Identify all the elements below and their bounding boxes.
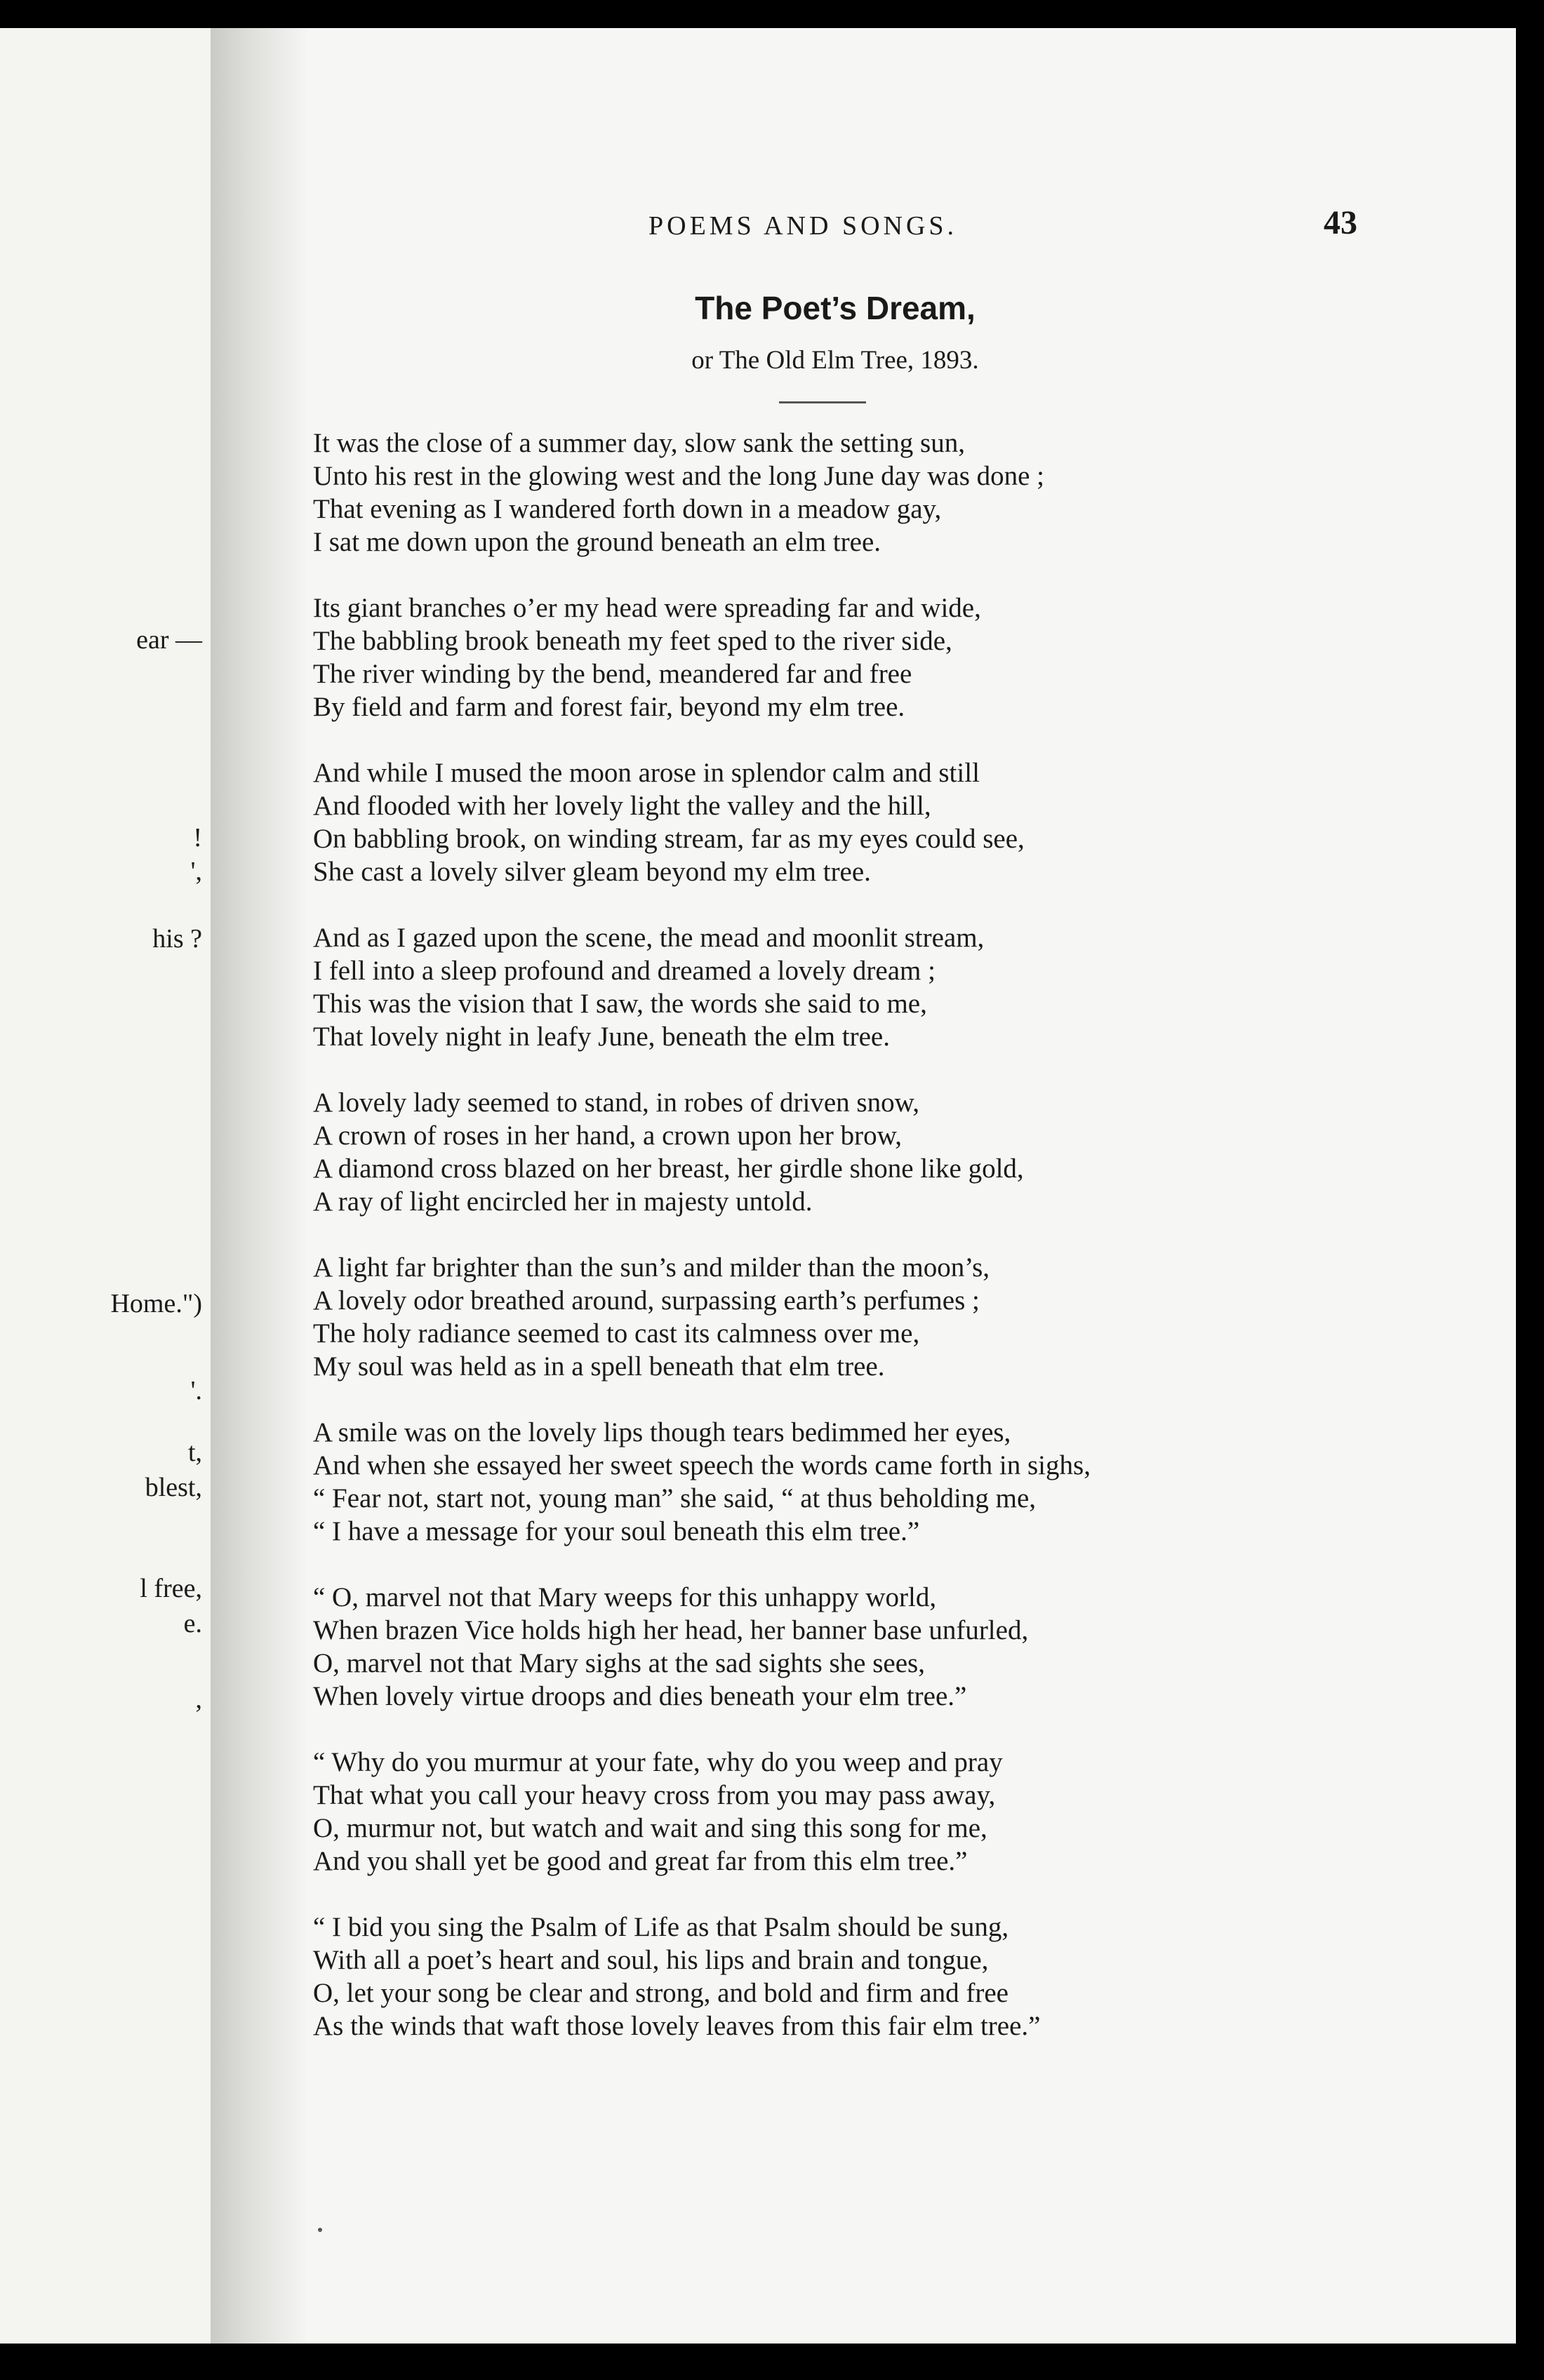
poem-line: The babbling brook beneath my feet sped to the river side,: [313, 626, 952, 656]
poem-line: This was the vision that I saw, the words she said to me,: [313, 989, 927, 1019]
poem-line: That lovely night in leafy June, beneath the elm tree.: [313, 1022, 890, 1052]
poem-line: On babbling brook, on winding stream, far as my eyes could see,: [313, 824, 1025, 854]
poem-line: O, let your song be clear and strong, and bold and firm and free: [313, 1978, 1009, 2008]
left-page-fragment: ,: [195, 1685, 202, 1714]
left-page-fragment: !: [193, 823, 202, 853]
left-page-fragment: t,: [187, 1438, 202, 1467]
poem-line: When brazen Vice holds high her head, her banner base unfurled,: [313, 1615, 1029, 1645]
left-page-fragment: his ?: [152, 924, 202, 954]
poem-line: “ I bid you sing the Psalm of Life as that Psalm should be sung,: [313, 1912, 1009, 1942]
poem-subtitle: or The Old Elm Tree, 1893.: [691, 346, 979, 375]
poem-line: And as I gazed upon the scene, the mead and moonlit stream,: [313, 923, 985, 953]
poem-body: [313, 427, 1366, 2075]
poem-line: She cast a lovely silver gleam beyond my elm tree.: [313, 857, 871, 887]
stanza: [313, 1581, 1366, 1713]
poem-line: That what you call your heavy cross from you may pass away,: [313, 1780, 996, 1810]
poem-line: And flooded with her lovely light the valley and the hill,: [313, 791, 931, 821]
poem-line: And you shall yet be good and great far from this elm tree.”: [313, 1846, 968, 1876]
poem-line: A diamond cross blazed on her breast, her girdle shone like gold,: [313, 1154, 1024, 1184]
poem-line: When lovely virtue droops and dies beneath your elm tree.”: [313, 1681, 967, 1711]
poem-line: A lovely lady seemed to stand, in robes of driven snow,: [313, 1088, 919, 1118]
poem-line: And while I mused the moon arose in splendor calm and still: [313, 758, 980, 788]
poem-line: I sat me down upon the ground beneath an elm tree.: [313, 527, 881, 557]
book-gutter: [211, 28, 309, 2344]
left-page-fragment: l free,: [140, 1574, 202, 1603]
poem-line: O, marvel not that Mary sighs at the sad sights she sees,: [313, 1648, 925, 1678]
left-page-fragment: ',: [190, 857, 202, 886]
page-speck: [318, 2228, 322, 2232]
stanza: [313, 1416, 1366, 1548]
left-page-fragment: Home."): [110, 1289, 202, 1318]
poem-line: “ Why do you murmur at your fate, why do you weep and pray: [313, 1747, 1003, 1777]
stanza: [313, 427, 1366, 559]
left-page-edge: [0, 28, 211, 2344]
poem-line: The river winding by the bend, meandered far and free: [313, 659, 912, 689]
stanza: [313, 1086, 1366, 1218]
poem-line: It was the close of a summer day, slow sank the setting sun,: [313, 428, 965, 458]
poem-line: “ I have a message for your soul beneath this elm tree.”: [313, 1516, 920, 1546]
left-page-fragment: blest,: [145, 1473, 202, 1502]
poem-line: O, murmur not, but watch and wait and sing this song for me,: [313, 1813, 987, 1843]
poem-line: A lovely odor breathed around, surpassing earth’s perfumes ;: [313, 1285, 980, 1316]
title-rule: [779, 401, 866, 403]
stanza: [313, 1746, 1366, 1878]
left-page-fragment: '.: [190, 1376, 202, 1405]
poem-line: Its giant branches o’er my head were spreading far and wide,: [313, 593, 981, 623]
poem-line: By field and farm and forest fair, beyond my elm tree.: [313, 692, 905, 722]
poem-line: Unto his rest in the glowing west and the long June day was done ;: [313, 461, 1045, 491]
poem-line: A light far brighter than the sun’s and milder than the moon’s,: [313, 1252, 990, 1283]
poem-line: I fell into a sleep profound and dreamed a lovely dream ;: [313, 956, 936, 986]
poem-line: A smile was on the lovely lips though tears bedimmed her eyes,: [313, 1417, 1011, 1448]
poem-line: My soul was held as in a spell beneath that elm tree.: [313, 1351, 885, 1382]
page-number: 43: [1324, 204, 1357, 241]
stanza: [313, 921, 1366, 1053]
poem-title: The Poet’s Dream,: [695, 290, 976, 326]
poem-line: “ Fear not, start not, young man” she said, “ at thus beholding me,: [313, 1483, 1037, 1513]
poem-line: “ O, marvel not that Mary weeps for this unhappy world,: [313, 1582, 937, 1612]
stanza: [313, 591, 1366, 723]
stanza: [313, 1911, 1366, 2043]
poem-line: That evening as I wandered forth down in a meadow gay,: [313, 494, 942, 524]
poem-line: As the winds that waft those lovely leaves from this fair elm tree.”: [313, 2011, 1041, 2041]
left-page-fragment: e.: [183, 1609, 202, 1638]
poem-line: And when she essayed her sweet speech the words came forth in sighs,: [313, 1450, 1091, 1480]
running-head: POEMS AND SONGS.: [648, 211, 958, 241]
stanza: [313, 1251, 1366, 1383]
stanza: [313, 756, 1366, 888]
left-page-fragment: ear —: [136, 625, 202, 655]
poem-line: A crown of roses in her hand, a crown upon her brow,: [313, 1121, 902, 1151]
poem-line: A ray of light encircled her in majesty untold.: [313, 1186, 813, 1217]
poem-line: The holy radiance seemed to cast its calmness over me,: [313, 1318, 920, 1349]
poem-line: With all a poet’s heart and soul, his lips and brain and tongue,: [313, 1945, 989, 1975]
